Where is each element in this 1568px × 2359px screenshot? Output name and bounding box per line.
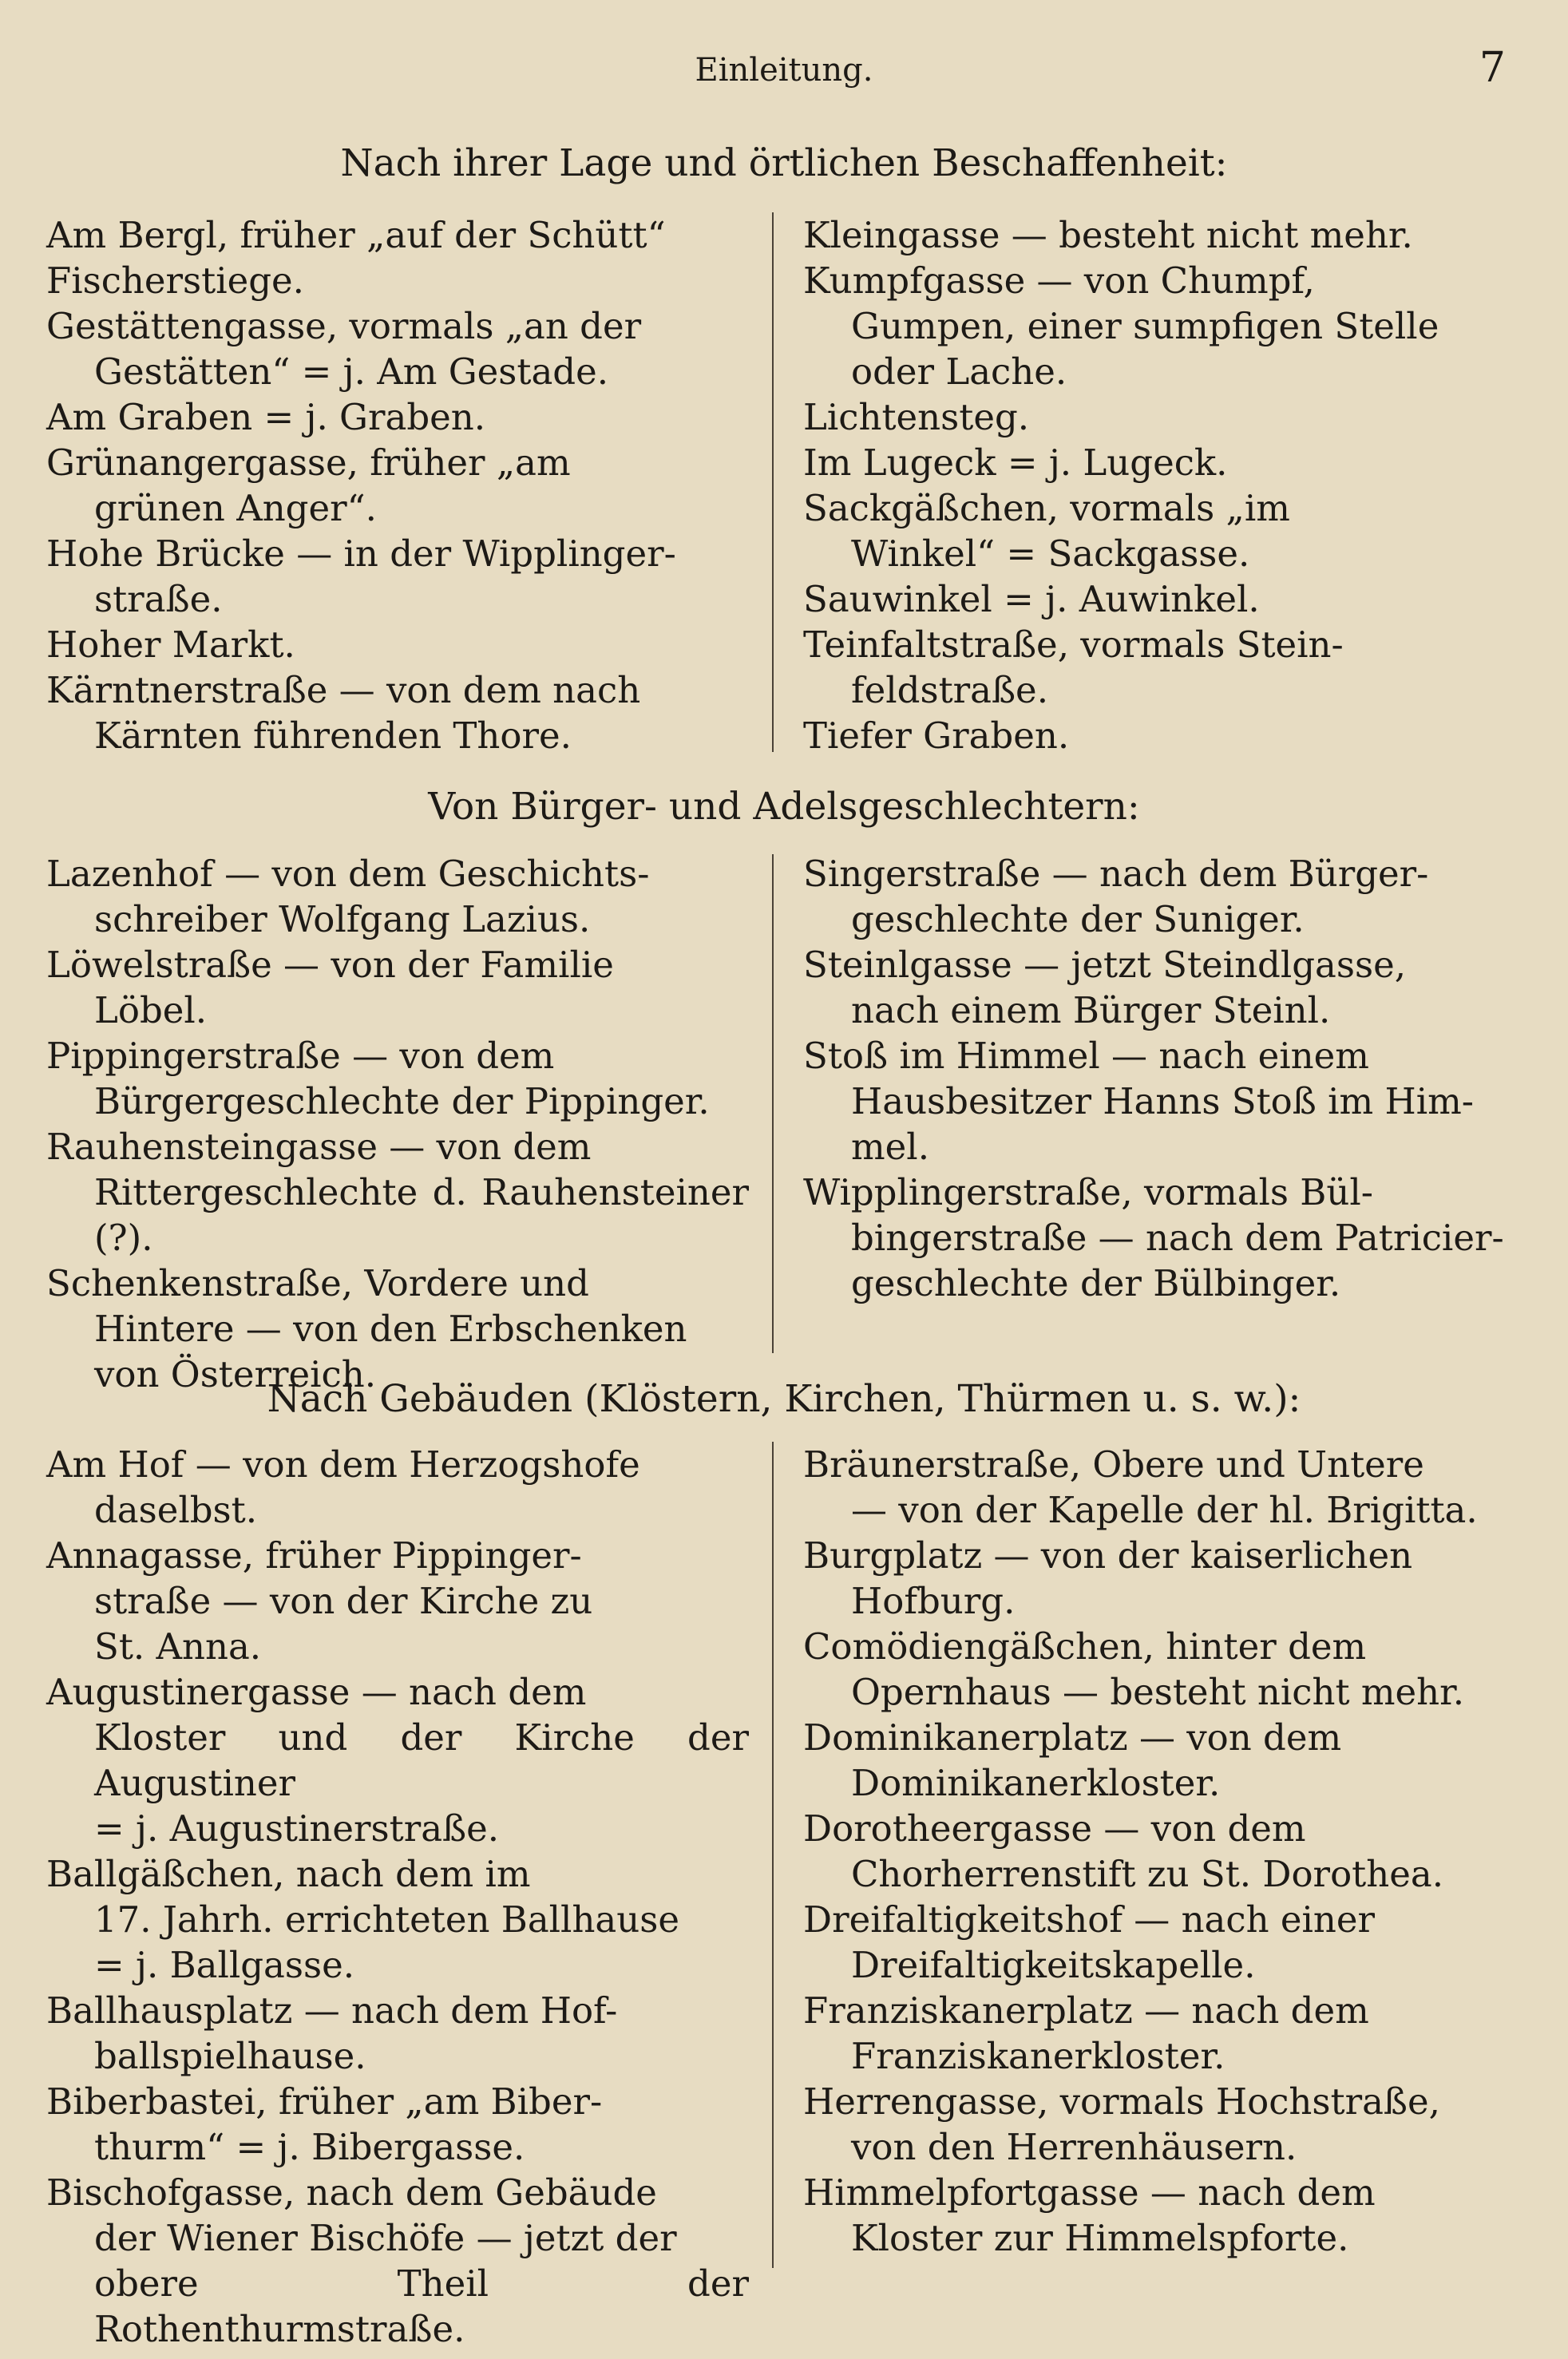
entry-line-continued: — von der Kapelle der hl. Brigitta. bbox=[851, 1489, 1478, 1531]
entry-line-continued: Opernhaus — besteht nicht mehr. bbox=[851, 1671, 1465, 1713]
entry-line-first: Teinfaltstraße, vormals Stein- bbox=[803, 623, 1344, 666]
entry-line-first: Löwelstraße — von der Familie bbox=[46, 944, 614, 986]
entry-line-first: Im Lugeck = j. Lugeck. bbox=[803, 441, 1228, 484]
street-entry bbox=[46, 440, 749, 531]
section-location-left-column bbox=[46, 212, 749, 758]
entry-line-first: Franziskanerplatz — nach dem bbox=[803, 1989, 1369, 2032]
street-entry bbox=[803, 1897, 1506, 1988]
entry-line-first: Am Bergl, früher „auf der Schütt“ bbox=[46, 214, 666, 256]
entry-line-continued: Rittergeschlechte d. Rauhensteiner (?). bbox=[94, 1171, 749, 1259]
entry-line-continued: Kloster und der Kirche der Augustiner bbox=[94, 1716, 749, 1804]
street-entry bbox=[46, 303, 749, 394]
entry-line-first: Pippingerstraße — von dem bbox=[46, 1035, 555, 1077]
street-entry bbox=[803, 440, 1506, 485]
entry-line-first: Grünangergasse, früher „am bbox=[46, 441, 571, 484]
entry-line-continued: Löbel. bbox=[94, 989, 208, 1031]
entry-line-continued: obere Theil der Rothenthurmstraße. bbox=[94, 2262, 749, 2350]
entry-line-first: Rauhensteingasse — von dem bbox=[46, 1126, 592, 1168]
entry-line-first: Am Graben = j. Graben. bbox=[46, 396, 486, 438]
street-entry bbox=[803, 1624, 1506, 1715]
entry-line-first: Kärntnerstraße — von dem nach bbox=[46, 669, 641, 711]
page-number: 7 bbox=[1479, 44, 1506, 92]
entry-line-first: Schenkenstraße, Vordere und bbox=[46, 1262, 589, 1304]
entry-line-continued: oder Lache. bbox=[851, 350, 1067, 393]
street-entry bbox=[803, 1806, 1506, 1897]
entry-line-continued: bingerstraße — nach dem Patricier- bbox=[851, 1217, 1504, 1259]
entry-line-continued: von Österreich. bbox=[94, 1353, 377, 1395]
street-entry bbox=[46, 2079, 749, 2170]
entry-line-first: Dreifaltigkeitshof — nach einer bbox=[803, 1898, 1376, 1941]
section-heading-families: Von Bürger- und Adelsgeschlechtern: bbox=[428, 785, 1140, 829]
entry-line-first: Ballhausplatz — nach dem Hof- bbox=[46, 1989, 618, 2032]
entry-line-first: Bischofgasse, nach dem Gebäude bbox=[46, 2171, 657, 2214]
section-location-right-column bbox=[803, 212, 1506, 758]
section-heading-buildings: Nach Gebäuden (Klöstern, Kirchen, Thürmen u. s. w.): bbox=[267, 1377, 1301, 1421]
street-entry bbox=[46, 258, 749, 303]
entry-line-first: Annagasse, früher Pippinger- bbox=[46, 1534, 582, 1577]
street-entry bbox=[803, 394, 1506, 440]
entry-line-first: Am Hof — von dem Herzogshofe bbox=[46, 1443, 640, 1486]
street-entry bbox=[46, 1669, 749, 1851]
entry-line-continued: ballspielhause. bbox=[94, 2035, 366, 2077]
entry-line-continued: Bürgergeschlechte der Pippinger. bbox=[94, 1080, 710, 1122]
street-entry bbox=[803, 1988, 1506, 2079]
entry-line-continued: Chorherrenstift zu St. Dorothea. bbox=[851, 1853, 1443, 1895]
entry-line-continued: der Wiener Bischöfe — jetzt der bbox=[94, 2217, 677, 2259]
column-divider bbox=[772, 854, 774, 1353]
entry-line-first: Burgplatz — von der kaiserlichen bbox=[803, 1534, 1413, 1577]
street-entry bbox=[46, 1988, 749, 2079]
entry-line-continued: = j. Augustinerstraße. bbox=[94, 1807, 500, 1850]
street-entry bbox=[803, 1715, 1506, 1806]
entry-line-continued: daselbst. bbox=[94, 1489, 258, 1531]
entry-line-first: Steinlgasse — jetzt Steindlgasse, bbox=[803, 944, 1407, 986]
entry-line-first: Gestättengasse, vormals „an der bbox=[46, 305, 642, 347]
street-entry bbox=[46, 1124, 749, 1261]
column-divider bbox=[772, 212, 774, 752]
entry-line-continued: = j. Ballgasse. bbox=[94, 1944, 355, 1986]
section-buildings-right-column bbox=[803, 1442, 1506, 2261]
entry-line-continued: Hintere — von den Erbschenken bbox=[94, 1308, 687, 1350]
entry-line-first: Lazenhof — von dem Geschichts- bbox=[46, 853, 650, 895]
street-entry bbox=[46, 1533, 749, 1669]
entry-line-first: Augustinergasse — nach dem bbox=[46, 1671, 587, 1713]
entry-line-first: Herrengasse, vormals Hochstraße, bbox=[803, 2080, 1440, 2123]
entry-line-continued: geschlechte der Bülbinger. bbox=[851, 1262, 1341, 1304]
section-families-right-column bbox=[803, 851, 1506, 1306]
entry-line-first: Stoß im Himmel — nach einem bbox=[803, 1035, 1369, 1077]
entry-line-first: Singerstraße — nach dem Bürger- bbox=[803, 853, 1429, 895]
running-head: Einleitung. bbox=[695, 52, 873, 89]
entry-line-continued: 17. Jahrh. errichteten Ballhause bbox=[94, 1898, 679, 1941]
street-entry bbox=[46, 394, 749, 440]
entry-line-first: Sauwinkel = j. Auwinkel. bbox=[803, 578, 1260, 620]
entry-line-continued: nach einem Bürger Steinl. bbox=[851, 989, 1331, 1031]
entry-line-continued: Winkel“ = Sackgasse. bbox=[851, 532, 1250, 575]
street-entry bbox=[46, 2170, 749, 2352]
entry-line-first: Tiefer Graben. bbox=[803, 714, 1070, 757]
street-entry bbox=[46, 1033, 749, 1124]
street-entry bbox=[803, 1033, 1506, 1170]
entry-line-first: Dorotheergasse — von dem bbox=[803, 1807, 1306, 1850]
section-heading-location: Nach ihrer Lage und örtlichen Beschaffenheit: bbox=[340, 141, 1228, 185]
street-entry bbox=[46, 1851, 749, 1988]
section-families-left-column bbox=[46, 851, 749, 1397]
entry-line-first: Bräunerstraße, Obere und Untere bbox=[803, 1443, 1424, 1486]
street-entry bbox=[803, 1442, 1506, 1533]
entry-line-continued: Kloster zur Himmelspforte. bbox=[851, 2217, 1349, 2259]
entry-line-continued: thurm“ = j. Bibergasse. bbox=[94, 2126, 525, 2168]
street-entry bbox=[803, 713, 1506, 758]
entry-line-continued: feldstraße. bbox=[851, 669, 1048, 711]
section-buildings-left-column bbox=[46, 1442, 749, 2352]
street-entry bbox=[46, 851, 749, 942]
entry-line-first: Kumpfgasse — von Chumpf, bbox=[803, 259, 1315, 302]
entry-line-continued: Hausbesitzer Hanns Stoß im Him- bbox=[851, 1080, 1474, 1122]
entry-line-continued: straße. bbox=[94, 578, 223, 620]
entry-line-continued: Dominikanerkloster. bbox=[851, 1762, 1221, 1804]
entry-line-first: Hoher Markt. bbox=[46, 623, 295, 666]
entry-line-first: Dominikanerplatz — von dem bbox=[803, 1716, 1342, 1759]
column-divider bbox=[772, 1442, 774, 2268]
entry-line-continued: geschlechte der Suniger. bbox=[851, 898, 1305, 940]
entry-line-continued: straße — von der Kirche zu bbox=[94, 1580, 593, 1622]
entry-line-continued: St. Anna. bbox=[94, 1625, 262, 1668]
street-entry bbox=[803, 2170, 1506, 2261]
entry-line-first: Wipplingerstraße, vormals Bül- bbox=[803, 1171, 1373, 1213]
entry-line-continued: Hofburg. bbox=[851, 1580, 1016, 1622]
entry-line-first: Kleingasse — besteht nicht mehr. bbox=[803, 214, 1413, 256]
street-entry bbox=[46, 667, 749, 758]
entry-line-first: Sackgäßchen, vormals „im bbox=[803, 487, 1290, 529]
street-entry bbox=[803, 622, 1506, 713]
entry-line-first: Fischerstiege. bbox=[46, 259, 304, 302]
entry-line-first: Himmelpfortgasse — nach dem bbox=[803, 2171, 1376, 2214]
street-entry bbox=[803, 1533, 1506, 1624]
entry-line-continued: grünen Anger“. bbox=[94, 487, 377, 529]
entry-line-continued: Kärnten führenden Thore. bbox=[94, 714, 572, 757]
entry-line-first: Lichtensteg. bbox=[803, 396, 1030, 438]
entry-line-first: Comödiengäßchen, hinter dem bbox=[803, 1625, 1367, 1668]
street-entry bbox=[46, 531, 749, 622]
street-entry bbox=[803, 258, 1506, 394]
entry-line-first: Ballgäßchen, nach dem im bbox=[46, 1853, 531, 1895]
street-entry bbox=[803, 1170, 1506, 1306]
street-entry bbox=[803, 576, 1506, 622]
entry-line-continued: mel. bbox=[851, 1126, 929, 1168]
entry-line-continued: von den Herrenhäusern. bbox=[851, 2126, 1297, 2168]
street-entry bbox=[46, 942, 749, 1033]
entry-line-continued: Dreifaltigkeitskapelle. bbox=[851, 1944, 1256, 1986]
street-entry bbox=[803, 942, 1506, 1033]
entry-line-continued: Gumpen, einer sumpfigen Stelle bbox=[851, 305, 1439, 347]
entry-line-continued: schreiber Wolfgang Lazius. bbox=[94, 898, 591, 940]
entry-line-continued: Gestätten“ = j. Am Gestade. bbox=[94, 350, 609, 393]
entry-line-continued: Franziskanerkloster. bbox=[851, 2035, 1225, 2077]
street-entry bbox=[803, 212, 1506, 258]
street-entry bbox=[46, 212, 749, 258]
entry-line-first: Biberbastei, früher „am Biber- bbox=[46, 2080, 603, 2123]
street-entry bbox=[803, 851, 1506, 942]
street-entry bbox=[46, 1442, 749, 1533]
street-entry bbox=[46, 622, 749, 667]
street-entry bbox=[803, 485, 1506, 576]
street-entry bbox=[803, 2079, 1506, 2170]
entry-line-first: Hohe Brücke — in der Wipplinger- bbox=[46, 532, 676, 575]
